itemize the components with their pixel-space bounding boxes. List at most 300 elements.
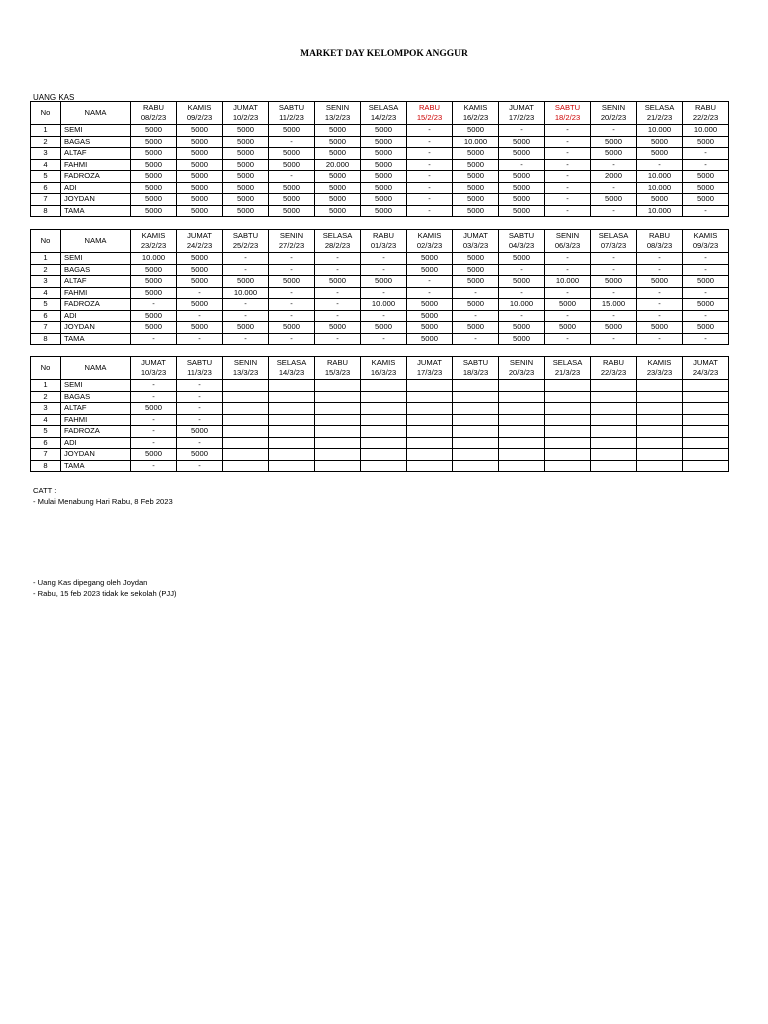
row-value-cell: 5000 [453, 194, 499, 206]
row-value-cell: 5000 [683, 276, 729, 288]
row-value-cell: 5000 [177, 253, 223, 265]
row-value-cell: - [177, 287, 223, 299]
col-header-date-value: 11/2/23 [279, 113, 304, 122]
row-value-cell: - [361, 333, 407, 345]
row-value-cell: 5000 [453, 299, 499, 311]
col-header-name: NAMA [61, 102, 131, 125]
col-header-no: No [31, 230, 61, 253]
col-header-date [499, 102, 545, 125]
row-value-cell: 5000 [177, 148, 223, 160]
row-value-cell: 5000 [453, 264, 499, 276]
col-header-date-value: 08/3/23 [646, 241, 673, 250]
col-header-date-value: 18/2/23 [554, 113, 581, 122]
row-value-cell: - [683, 253, 729, 265]
row-value-cell: 5000 [223, 171, 269, 183]
page-title: MARKET DAY KELOMPOK ANGGUR [300, 49, 468, 59]
row-value-cell: - [223, 299, 269, 311]
row-value-cell: 5000 [591, 136, 637, 148]
col-header-day: SENIN [279, 231, 304, 240]
row-value-cell: - [177, 310, 223, 322]
row-value-cell [407, 391, 453, 403]
row-value-cell [269, 380, 315, 392]
row-value-cell: 5000 [177, 194, 223, 206]
col-header-date-value: 23/3/23 [646, 368, 673, 377]
row-value-cell: 5000 [269, 205, 315, 217]
row-value-cell: 5000 [131, 322, 177, 334]
row-value-cell: 5000 [591, 276, 637, 288]
row-value-cell: - [177, 414, 223, 426]
row-value-cell: - [131, 333, 177, 345]
row-name: TAMA [61, 205, 131, 217]
row-value-cell [361, 449, 407, 461]
row-value-cell: - [499, 125, 545, 137]
row-number: 7 [31, 194, 61, 206]
table-row [31, 391, 729, 403]
col-header-day: SABTU [186, 358, 213, 367]
row-value-cell [637, 460, 683, 472]
row-value-cell: - [361, 287, 407, 299]
col-header-day: KAMIS [693, 231, 718, 240]
row-value-cell: - [499, 264, 545, 276]
col-header-day: KAMIS [463, 103, 488, 112]
row-value-cell: 5000 [131, 264, 177, 276]
table-row [31, 276, 729, 288]
row-value-cell: 5000 [223, 205, 269, 217]
row-name: FAHMI [61, 287, 131, 299]
row-value-cell: - [131, 460, 177, 472]
row-value-cell: 5000 [269, 322, 315, 334]
row-value-cell: - [131, 426, 177, 438]
col-header-day: RABU [602, 358, 625, 367]
row-number: 7 [31, 322, 61, 334]
row-value-cell: - [177, 380, 223, 392]
row-value-cell: 5000 [453, 182, 499, 194]
caption-uang-kas: UANG KAS [33, 93, 75, 102]
row-value-cell [315, 449, 361, 461]
table-row [31, 171, 729, 183]
row-value-cell: 5000 [453, 171, 499, 183]
row-number: 6 [31, 437, 61, 449]
row-value-cell: 5000 [683, 171, 729, 183]
row-value-cell: 10.000 [223, 287, 269, 299]
col-header-date [269, 357, 315, 380]
col-header-date [499, 357, 545, 380]
row-value-cell [269, 414, 315, 426]
row-value-cell: 5000 [683, 322, 729, 334]
row-value-cell: 5000 [315, 276, 361, 288]
row-value-cell: - [315, 310, 361, 322]
col-header-date [453, 357, 499, 380]
header-row [31, 357, 729, 380]
row-value-cell [315, 460, 361, 472]
col-header-day: JUMAT [693, 358, 718, 367]
col-header-day: SABTU [462, 358, 489, 367]
row-value-cell: - [637, 253, 683, 265]
col-header-date [269, 230, 315, 253]
row-value-cell: 5000 [177, 264, 223, 276]
col-header-no: No [31, 357, 61, 380]
row-value-cell [591, 460, 637, 472]
row-value-cell: - [545, 159, 591, 171]
row-value-cell: - [177, 403, 223, 415]
row-value-cell [315, 426, 361, 438]
cash-table-3 [30, 356, 729, 472]
row-value-cell: 10.000 [637, 182, 683, 194]
col-header-date [683, 102, 729, 125]
row-value-cell: 5000 [315, 322, 361, 334]
row-value-cell: - [361, 310, 407, 322]
row-value-cell: - [683, 148, 729, 160]
col-header-date-value: 23/2/23 [140, 241, 167, 250]
row-value-cell [545, 437, 591, 449]
row-value-cell: - [545, 264, 591, 276]
col-header-day: RABU [326, 358, 349, 367]
col-header-date-value: 02/3/23 [416, 241, 443, 250]
row-value-cell [591, 449, 637, 461]
row-name: JOYDAN [61, 449, 131, 461]
col-header-day: RABU [418, 103, 441, 112]
row-value-cell: 5000 [177, 125, 223, 137]
col-header-date [591, 230, 637, 253]
row-value-cell: - [545, 194, 591, 206]
col-header-day: SELASA [644, 103, 675, 112]
row-value-cell: 5000 [499, 171, 545, 183]
col-header-date-value: 24/3/23 [692, 368, 719, 377]
row-value-cell [499, 449, 545, 461]
row-value-cell: - [269, 310, 315, 322]
row-value-cell: 5000 [637, 276, 683, 288]
row-number: 8 [31, 333, 61, 345]
row-value-cell: - [315, 264, 361, 276]
col-header-date [315, 230, 361, 253]
row-value-cell: 5000 [453, 125, 499, 137]
row-value-cell: 5000 [315, 194, 361, 206]
cash-table-2 [30, 229, 729, 345]
row-value-cell: 5000 [131, 194, 177, 206]
row-value-cell: 5000 [361, 182, 407, 194]
table-row [31, 437, 729, 449]
col-header-date-value: 27/2/23 [278, 241, 305, 250]
row-name: JOYDAN [61, 194, 131, 206]
row-value-cell [407, 403, 453, 415]
row-name: SEMI [61, 253, 131, 265]
row-value-cell: - [269, 171, 315, 183]
col-header-day: SENIN [509, 358, 534, 367]
col-header-day: SENIN [601, 103, 626, 112]
col-header-date [361, 230, 407, 253]
col-header-date-value: 22/3/23 [600, 368, 627, 377]
row-number: 5 [31, 171, 61, 183]
row-number: 8 [31, 460, 61, 472]
row-value-cell: - [177, 437, 223, 449]
row-value-cell: 5000 [315, 148, 361, 160]
table-row [31, 333, 729, 345]
col-header-day: KAMIS [187, 103, 212, 112]
row-value-cell: 5000 [591, 322, 637, 334]
col-header-date [361, 357, 407, 380]
col-header-date [315, 102, 361, 125]
row-value-cell: 10.000 [637, 205, 683, 217]
row-value-cell: 5000 [131, 171, 177, 183]
col-header-date-value: 10/2/23 [232, 113, 259, 122]
notes-line: - Mulai Menabung Hari Rabu, 8 Feb 2023 [33, 497, 173, 506]
row-value-cell: 5000 [361, 125, 407, 137]
col-header-day: SABTU [508, 231, 535, 240]
row-value-cell: 5000 [499, 253, 545, 265]
col-header-date-value: 13/3/23 [232, 368, 259, 377]
col-header-day: SELASA [322, 231, 353, 240]
row-value-cell [361, 414, 407, 426]
row-value-cell: - [131, 414, 177, 426]
row-number: 4 [31, 159, 61, 171]
row-value-cell: 5000 [315, 205, 361, 217]
row-value-cell [499, 460, 545, 472]
col-header-date-value: 14/3/23 [278, 368, 305, 377]
row-value-cell [361, 426, 407, 438]
row-value-cell: 5000 [131, 148, 177, 160]
row-value-cell [499, 403, 545, 415]
row-value-cell: 5000 [177, 426, 223, 438]
row-name: ADI [61, 310, 131, 322]
row-value-cell: 15.000 [591, 299, 637, 311]
col-header-day: KAMIS [141, 231, 166, 240]
row-value-cell [223, 460, 269, 472]
row-value-cell: 5000 [407, 264, 453, 276]
row-value-cell: 5000 [223, 182, 269, 194]
row-name: FAHMI [61, 414, 131, 426]
row-number: 6 [31, 182, 61, 194]
row-value-cell: - [269, 264, 315, 276]
table-row [31, 182, 729, 194]
row-value-cell: 5000 [269, 159, 315, 171]
row-name: FAHMI [61, 159, 131, 171]
row-value-cell: - [499, 287, 545, 299]
row-value-cell: 5000 [315, 125, 361, 137]
row-value-cell [499, 437, 545, 449]
table-row [31, 322, 729, 334]
row-value-cell: - [545, 182, 591, 194]
row-value-cell [223, 380, 269, 392]
row-value-cell: - [361, 264, 407, 276]
row-value-cell: - [591, 159, 637, 171]
table-row [31, 310, 729, 322]
col-header-date-value: 16/3/23 [370, 368, 397, 377]
table-row [31, 159, 729, 171]
row-value-cell: 5000 [131, 182, 177, 194]
row-number: 2 [31, 391, 61, 403]
row-value-cell [683, 380, 729, 392]
row-value-cell [223, 391, 269, 403]
table-row [31, 194, 729, 206]
row-value-cell: 5000 [223, 159, 269, 171]
row-value-cell: 10.000 [361, 299, 407, 311]
row-value-cell: 5000 [223, 125, 269, 137]
row-value-cell [591, 426, 637, 438]
row-value-cell: - [499, 159, 545, 171]
row-value-cell: - [223, 253, 269, 265]
row-value-cell: 5000 [361, 159, 407, 171]
row-value-cell: 5000 [453, 276, 499, 288]
col-header-day: SELASA [598, 231, 629, 240]
row-value-cell: - [407, 182, 453, 194]
row-number: 1 [31, 253, 61, 265]
header-row [31, 102, 729, 125]
row-value-cell [683, 414, 729, 426]
row-name: FADROZA [61, 171, 131, 183]
col-header-day: JUMAT [417, 358, 442, 367]
row-value-cell: 10.000 [499, 299, 545, 311]
col-header-date-value: 24/2/23 [186, 241, 213, 250]
col-header-date-value: 20/2/23 [600, 113, 627, 122]
row-value-cell [361, 460, 407, 472]
row-value-cell: - [223, 333, 269, 345]
row-value-cell: 5000 [269, 194, 315, 206]
row-value-cell: 5000 [361, 171, 407, 183]
row-number: 5 [31, 299, 61, 311]
row-value-cell: - [545, 253, 591, 265]
row-value-cell: 5000 [683, 194, 729, 206]
col-header-day: KAMIS [647, 358, 672, 367]
col-header-day: SABTU [278, 103, 305, 112]
row-name: TAMA [61, 460, 131, 472]
row-value-cell: - [591, 125, 637, 137]
row-value-cell [223, 449, 269, 461]
row-name: ALTAF [61, 276, 131, 288]
col-header-date-value: 21/3/23 [554, 368, 581, 377]
row-value-cell [223, 414, 269, 426]
row-value-cell [453, 426, 499, 438]
notes-catt-label: CATT : [33, 486, 57, 495]
row-value-cell: 5000 [131, 276, 177, 288]
row-value-cell: 10.000 [637, 171, 683, 183]
row-value-cell: 5000 [269, 276, 315, 288]
row-value-cell: - [131, 299, 177, 311]
col-header-date-value: 03/3/23 [462, 241, 489, 250]
row-value-cell: - [637, 159, 683, 171]
col-header-date [361, 102, 407, 125]
row-value-cell: - [407, 194, 453, 206]
col-header-date [407, 230, 453, 253]
row-value-cell: 5000 [223, 136, 269, 148]
row-value-cell: - [269, 299, 315, 311]
row-value-cell: - [361, 253, 407, 265]
row-value-cell: - [499, 310, 545, 322]
row-value-cell: - [683, 159, 729, 171]
row-value-cell: 5000 [315, 182, 361, 194]
row-value-cell: 5000 [177, 322, 223, 334]
col-header-date [223, 230, 269, 253]
row-value-cell: - [637, 299, 683, 311]
table-row [31, 449, 729, 461]
row-value-cell: 5000 [131, 403, 177, 415]
row-value-cell: 5000 [361, 276, 407, 288]
row-value-cell [591, 380, 637, 392]
row-value-cell [683, 403, 729, 415]
col-header-day: SELASA [276, 358, 307, 367]
row-value-cell [407, 414, 453, 426]
row-value-cell: - [315, 299, 361, 311]
row-value-cell: 5000 [591, 148, 637, 160]
col-header-day: JUMAT [463, 231, 488, 240]
row-number: 8 [31, 205, 61, 217]
col-header-date-value: 15/3/23 [324, 368, 351, 377]
row-value-cell [545, 380, 591, 392]
row-value-cell [637, 403, 683, 415]
row-value-cell [637, 426, 683, 438]
row-value-cell: 5000 [131, 449, 177, 461]
row-value-cell: 5000 [637, 148, 683, 160]
row-value-cell: 5000 [453, 322, 499, 334]
col-header-day: SABTU [232, 231, 259, 240]
row-value-cell [545, 403, 591, 415]
row-value-cell: - [269, 136, 315, 148]
row-value-cell: - [545, 333, 591, 345]
row-value-cell [683, 391, 729, 403]
row-value-cell: 5000 [361, 194, 407, 206]
row-value-cell [361, 380, 407, 392]
row-value-cell: - [591, 333, 637, 345]
row-value-cell: 5000 [361, 322, 407, 334]
notes-block-2 [33, 577, 177, 599]
row-value-cell: 5000 [637, 136, 683, 148]
notes-block-1 [33, 485, 173, 507]
col-header-day: SABTU [554, 103, 581, 112]
row-value-cell: - [683, 333, 729, 345]
col-header-date [591, 102, 637, 125]
header-row [31, 230, 729, 253]
row-value-cell [499, 426, 545, 438]
row-value-cell: 5000 [223, 148, 269, 160]
row-value-cell [361, 391, 407, 403]
row-value-cell: - [131, 391, 177, 403]
row-value-cell: - [545, 125, 591, 137]
row-value-cell: 5000 [407, 333, 453, 345]
row-value-cell: 5000 [269, 182, 315, 194]
row-value-cell [315, 414, 361, 426]
row-value-cell [453, 391, 499, 403]
row-value-cell [315, 437, 361, 449]
row-value-cell: 5000 [223, 276, 269, 288]
row-value-cell: - [591, 253, 637, 265]
row-value-cell [269, 391, 315, 403]
table-row [31, 148, 729, 160]
col-header-date-value: 16/2/23 [462, 113, 489, 122]
row-value-cell: - [545, 171, 591, 183]
row-value-cell: - [545, 148, 591, 160]
row-number: 3 [31, 276, 61, 288]
row-value-cell [407, 449, 453, 461]
row-value-cell: 5000 [177, 171, 223, 183]
col-header-date-value: 08/2/23 [140, 113, 167, 122]
table-row [31, 403, 729, 415]
row-name: ADI [61, 182, 131, 194]
row-value-cell: 5000 [499, 136, 545, 148]
row-value-cell [683, 460, 729, 472]
col-header-date [131, 357, 177, 380]
row-name: BAGAS [61, 136, 131, 148]
col-header-date-value: 04/3/23 [508, 241, 535, 250]
row-name: SEMI [61, 380, 131, 392]
row-value-cell: - [637, 310, 683, 322]
col-header-date [315, 357, 361, 380]
col-header-day: SENIN [325, 103, 350, 112]
row-value-cell [315, 391, 361, 403]
row-value-cell: - [453, 287, 499, 299]
row-value-cell: 5000 [453, 205, 499, 217]
row-value-cell: 10.000 [131, 253, 177, 265]
col-header-day: SELASA [368, 103, 399, 112]
col-header-date-value: 14/2/23 [370, 113, 397, 122]
